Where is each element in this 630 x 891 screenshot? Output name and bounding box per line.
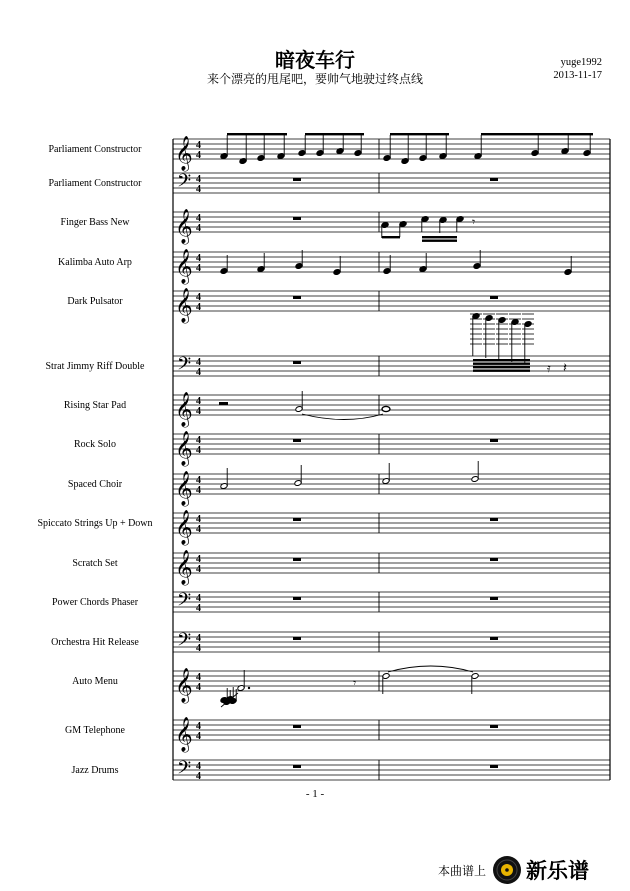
note [298,135,306,156]
note [295,250,303,269]
time-signature-bottom: 4 [196,524,201,535]
time-signature-top: 4 [196,475,201,486]
time-signature-top: 4 [196,514,201,525]
beam [305,133,364,135]
note [419,253,427,272]
time-signature-top: 4 [196,554,201,565]
staff [52,590,610,615]
staff [74,431,610,467]
treble-clef: 𝄞 [175,717,193,752]
instrument-label: Rock Solo [74,439,116,450]
time-signature-top: 4 [196,174,201,185]
note [485,315,493,358]
whole-rest [490,439,498,442]
beam [473,366,530,368]
whole-rest [293,518,301,521]
note [336,135,344,154]
beam [227,133,287,135]
sixteenth-rest: 𝄿 [547,361,551,375]
score-subtitle: 来个漂亮的甩尾吧，要帅气地驶过终点线 [206,72,423,86]
instrument-label: Spaced Choir [67,479,123,490]
time-signature-top: 4 [196,633,201,644]
whole-rest [293,725,301,728]
staff [48,136,610,172]
whole-rest [293,637,301,640]
staff [48,171,610,196]
staff [72,758,610,783]
instrument-label: Parliament Constructor [48,144,142,155]
beam [481,133,593,135]
note [399,221,407,237]
vinyl-record-icon [492,855,522,885]
beam [473,363,530,365]
time-signature-top: 4 [196,292,201,303]
beam [473,370,530,372]
staff [72,668,610,704]
instrument-label: Spiccato Strings Up + Down [37,518,153,529]
time-signature-bottom: 4 [196,643,201,654]
time-signature-top: 4 [196,140,201,151]
treble-clef: 𝄞 [175,392,193,427]
treble-clef: 𝄞 [175,136,193,171]
score-title: 暗夜车行 [275,48,355,72]
time-signature-top: 4 [196,435,201,446]
note [531,135,539,156]
treble-clef: 𝄞 [175,668,193,703]
whole-rest [293,217,301,220]
time-signature-top: 4 [196,593,201,604]
time-signature-top: 4 [196,253,201,264]
note [561,135,569,154]
instrument-label: Rising Star Pad [63,400,127,411]
note [401,135,409,164]
note [381,222,389,238]
time-signature-bottom: 4 [196,406,201,417]
half-rest [219,402,228,405]
time-signature-bottom: 4 [196,485,201,496]
staff [72,550,610,586]
time-signature-bottom: 4 [196,302,201,313]
treble-clef: 𝄞 [175,249,193,284]
time-signature-bottom: 4 [196,603,201,614]
whole-note [382,406,390,411]
instrument-label: Dark Pulsator [67,296,123,307]
instrument-label: Scratch Set [72,558,118,569]
beam [473,359,530,361]
whole-rest [293,597,301,600]
whole-rest [490,296,498,299]
whole-rest [293,296,301,299]
note [333,256,341,275]
brand-footer[interactable] [438,853,589,887]
treble-clef: 𝄞 [175,510,193,545]
bass-clef: 𝄢 [177,758,192,783]
staff [58,249,610,285]
time-signature-top: 4 [196,357,201,368]
dot [248,687,250,689]
time-signature-bottom: 4 [196,731,201,742]
bass-clef: 𝄢 [177,171,192,196]
note [257,253,265,272]
instrument-label: Orchestra Hit Release [51,637,139,648]
instrument-label: Power Chords Phaser [51,597,139,608]
whole-rest [490,637,498,640]
score-date: 2013-11-17 [553,70,602,81]
note [239,135,247,164]
whole-rest [293,439,301,442]
treble-clef: 𝄞 [175,209,193,244]
time-signature-top: 4 [196,213,201,224]
staff [64,392,610,428]
whole-rest [293,178,301,181]
note [473,250,481,269]
page-number: - 1 - [305,788,325,800]
note [524,321,532,364]
note [439,217,447,233]
note [354,135,362,156]
time-signature-top: 4 [196,721,201,732]
staff [65,717,610,753]
whole-rest [490,558,498,561]
note [220,255,228,274]
half-note [471,461,479,482]
staff [68,471,610,507]
staff [37,510,610,546]
time-signature-top: 4 [196,672,201,683]
whole-rest [293,361,301,364]
note [456,216,464,232]
instrument-label: Kalimba Auto Arp [58,257,132,268]
bass-clef: 𝄢 [177,354,192,379]
eighth-rest: 𝄾 [353,676,357,690]
treble-clef: 𝄞 [175,550,193,585]
time-signature-bottom: 4 [196,564,201,575]
staff [51,630,610,655]
time-signature-bottom: 4 [196,367,201,378]
treble-clef: 𝄞 [175,431,193,466]
instrument-label: Strat Jimmy Riff Double [45,361,145,372]
time-signature-bottom: 4 [196,223,201,234]
treble-clef: 𝄞 [175,471,193,506]
eighth-rest: 𝄾 [472,215,476,229]
instrument-label: Jazz Drums [71,765,119,776]
note [421,216,429,232]
half-note [295,391,303,412]
note [511,319,519,362]
time-signature-top: 4 [196,396,201,407]
whole-rest [293,558,301,561]
whole-rest [490,178,498,181]
whole-rest [490,597,498,600]
quarter-rest: 𝄽 [563,361,567,376]
instrument-label: Auto Menu [72,676,118,687]
beam [382,236,400,238]
whole-rest [490,518,498,521]
time-signature-bottom: 4 [196,150,201,161]
instrument-label: Finger Bass New [60,217,130,228]
time-signature-bottom: 4 [196,184,201,195]
note [583,135,591,156]
whole-rest [490,725,498,728]
treble-clef: 𝄞 [175,288,193,323]
beam [422,240,457,242]
note [316,135,324,156]
time-signature-top: 4 [196,761,201,772]
half-note [294,465,302,486]
time-signature-bottom: 4 [196,263,201,274]
time-signature-bottom: 4 [196,771,201,782]
bass-clef: 𝄢 [177,630,192,655]
beam [422,236,457,238]
note [564,256,572,275]
instrument-label: GM Telephone [65,725,125,736]
composer-name: yuge1992 [560,57,602,68]
time-signature-bottom: 4 [196,445,201,456]
instrument-label: Parliament Constructor [48,178,142,189]
note [498,317,506,360]
whole-rest [293,765,301,768]
staff [61,209,610,245]
brand-small-text: 本曲谱上 [438,863,487,878]
brand-name: 新乐谱 [526,859,590,883]
whole-rest [490,765,498,768]
note [383,255,391,274]
beam [390,133,449,135]
time-signature-bottom: 4 [196,682,201,693]
bass-clef: 𝄢 [177,590,192,615]
